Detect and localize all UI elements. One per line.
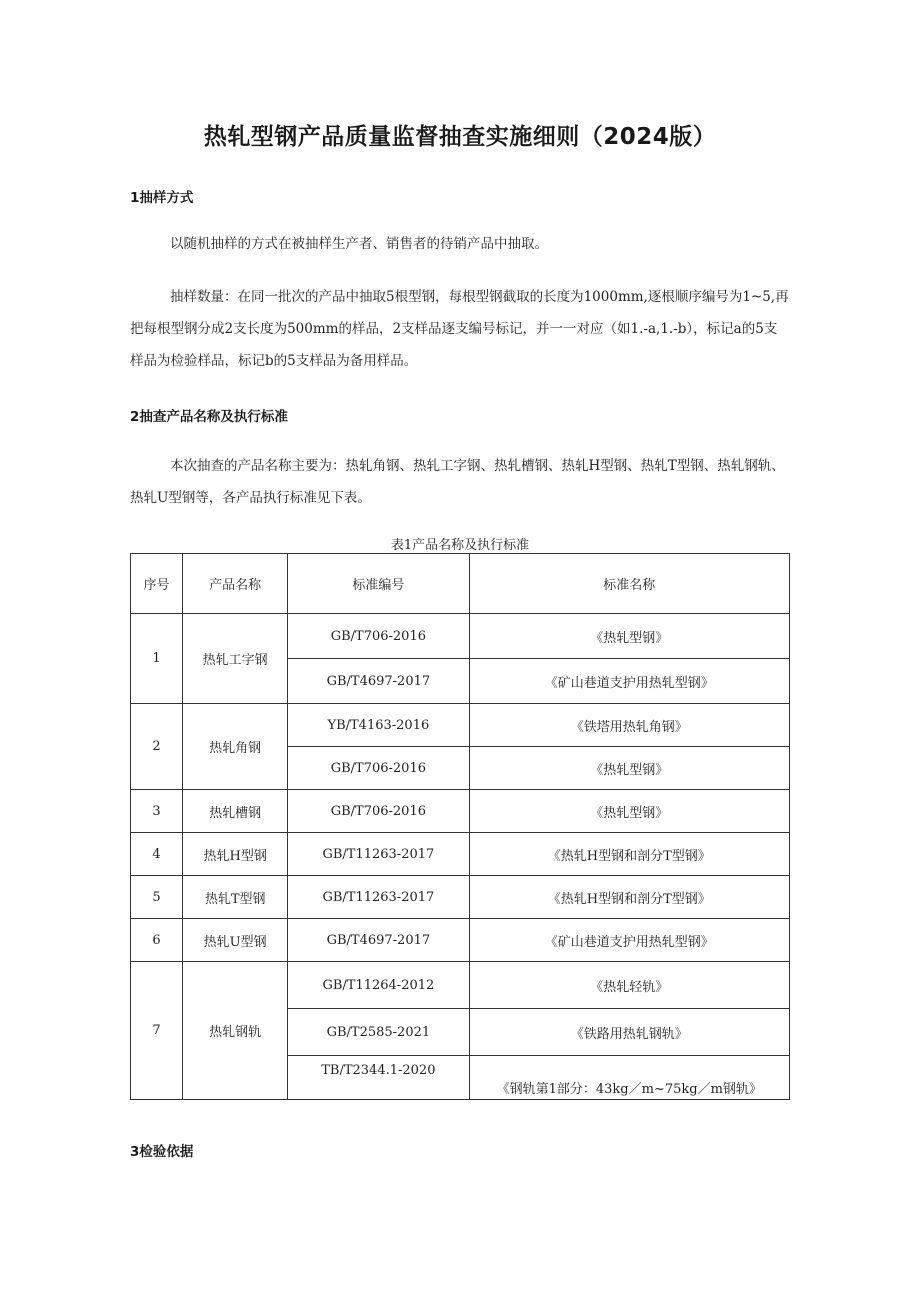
header-product: 产品名称 (183, 554, 288, 614)
row-standard-name: 《热轧H型钢和剖分T型钢》 (469, 833, 790, 876)
row-standard-code: GB/T4697-2017 (288, 919, 469, 962)
row-standard-code: GB/T11264-2012 (288, 962, 469, 1009)
table-row (131, 962, 790, 1009)
row-standard-code: GB/T706-2016 (288, 747, 469, 790)
table-caption: 表1产品名称及执行标准 (390, 538, 530, 553)
table-row (131, 833, 790, 876)
header-no: 序号 (131, 554, 183, 614)
header-standard-code: 标准编号 (288, 554, 469, 614)
standards-table (130, 553, 790, 1100)
row-standard-name: 《热轧H型钢和剖分T型钢》 (469, 876, 790, 919)
section-heading-inspection-basis: 3检验依据 (130, 1144, 194, 1160)
row-product: 热轧U型钢 (183, 919, 288, 962)
row-standard-code: GB/T11263-2017 (288, 876, 469, 919)
header-standard-name: 标准名称 (469, 554, 790, 614)
row-standard-name: 《铁路用热轧钢轨》 (469, 1009, 790, 1056)
row-standard-name: 《铁塔用热轧角钢》 (469, 704, 790, 747)
table-row (131, 790, 790, 833)
row-no: 6 (131, 919, 183, 962)
paragraph-products: 本次抽查的产品名称主要为：热轧角钢、热轧工字钢、热轧槽钢、热轧H型钢、热轧T型钢、热轧钢轨、热轧U型钢等，各产品执行标准见下表。 (130, 458, 785, 506)
table-row (131, 876, 790, 919)
row-product: 热轧钢轨 (183, 962, 288, 1100)
row-no: 2 (131, 704, 183, 790)
row-no: 7 (131, 962, 183, 1100)
row-product: 热轧H型钢 (183, 833, 288, 876)
row-standard-code: GB/T4697-2017 (288, 659, 469, 704)
row-standard-name: 《热轧轻轨》 (469, 962, 790, 1009)
section-heading-sampling: 1抽样方式 (130, 190, 194, 206)
row-product: 热轧槽钢 (183, 790, 288, 833)
table-row (131, 704, 790, 747)
row-standard-code: YB/T4163-2016 (288, 704, 469, 747)
paragraph-sampling-method: 以随机抽样的方式在被抽样生产者、销售者的待销产品中抽取。 (170, 236, 548, 252)
row-standard-code: GB/T2585-2021 (288, 1009, 469, 1056)
document-title: 热轧型钢产品质量监督抽查实施细则（2024版） (203, 124, 717, 150)
row-product: 热轧T型钢 (183, 876, 288, 919)
row-product: 热轧工字钢 (183, 614, 288, 704)
row-no: 4 (131, 833, 183, 876)
row-no: 5 (131, 876, 183, 919)
table-row (131, 614, 790, 659)
section-heading-products: 2抽查产品名称及执行标准 (130, 409, 288, 425)
row-standard-name: 《热轧型钢》 (469, 747, 790, 790)
row-product: 热轧角钢 (183, 704, 288, 790)
paragraph-sampling-quantity: 抽样数量：在同一批次的产品中抽取5根型钢，每根型钢截取的长度为1000mm,逐根顺序编号为1~5,再把每根型钢分成2支长度为500mm的样品，2支样品逐支编号标记，并一一对应（如1.-a,1.-b），标记a的5支样品为检验样品，标记b的5支样品为备用样品。 (130, 289, 789, 369)
row-standard-name: 《矿山巷道支护用热轧型钢》 (469, 659, 790, 704)
row-standard-code: GB/T706-2016 (288, 614, 469, 659)
row-standard-name: 《钢轨第1部分：43kg／m~75kg／m钢轨》 (469, 1056, 790, 1100)
row-standard-code: GB/T11263-2017 (288, 833, 469, 876)
row-no: 1 (131, 614, 183, 704)
row-standard-code: GB/T706-2016 (288, 790, 469, 833)
table-row (131, 919, 790, 962)
table-header-row (131, 554, 790, 614)
row-standard-name: 《矿山巷道支护用热轧型钢》 (469, 919, 790, 962)
row-no: 3 (131, 790, 183, 833)
row-standard-code: TB/T2344.1-2020 (288, 1056, 469, 1100)
row-standard-name: 《热轧型钢》 (469, 614, 790, 659)
row-standard-name: 《热轧型钢》 (469, 790, 790, 833)
